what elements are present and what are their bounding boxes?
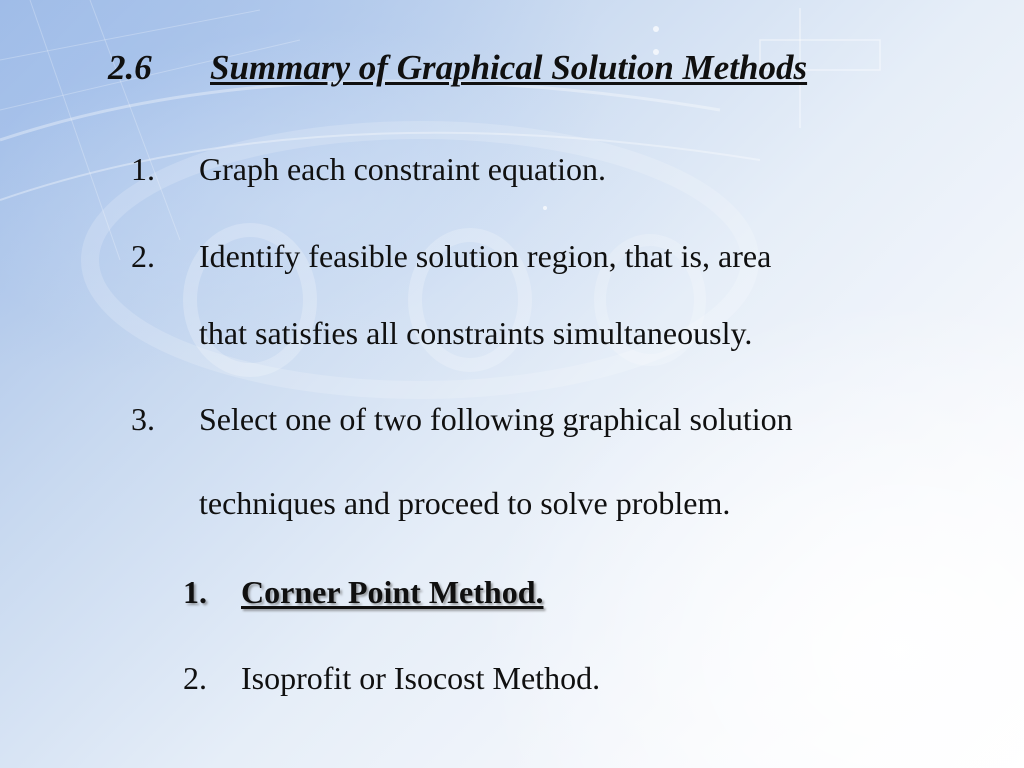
- technique-number: 1.: [183, 574, 207, 610]
- step-number: 1.: [131, 151, 155, 187]
- step-text: Graph each constraint equation.: [199, 151, 606, 187]
- title-text: Summary of Graphical Solution Methods: [210, 48, 808, 87]
- technique-label: Corner Point Method.: [241, 574, 544, 610]
- step-number: 2.: [131, 238, 155, 274]
- step-text: Identify feasible solution region, that is, area: [199, 238, 772, 274]
- section-number: 2.6: [108, 48, 152, 87]
- step-text: Select one of two following graphical solution: [199, 401, 793, 437]
- technique-number: 2.: [183, 660, 207, 696]
- slide-title: [108, 48, 988, 88]
- step-text: that satisfies all constraints simultaneously.: [199, 315, 753, 351]
- step-number: 3.: [131, 401, 155, 437]
- technique-label: Isoprofit or Isocost Method.: [241, 660, 601, 696]
- step-text: techniques and proceed to solve problem.: [199, 485, 731, 521]
